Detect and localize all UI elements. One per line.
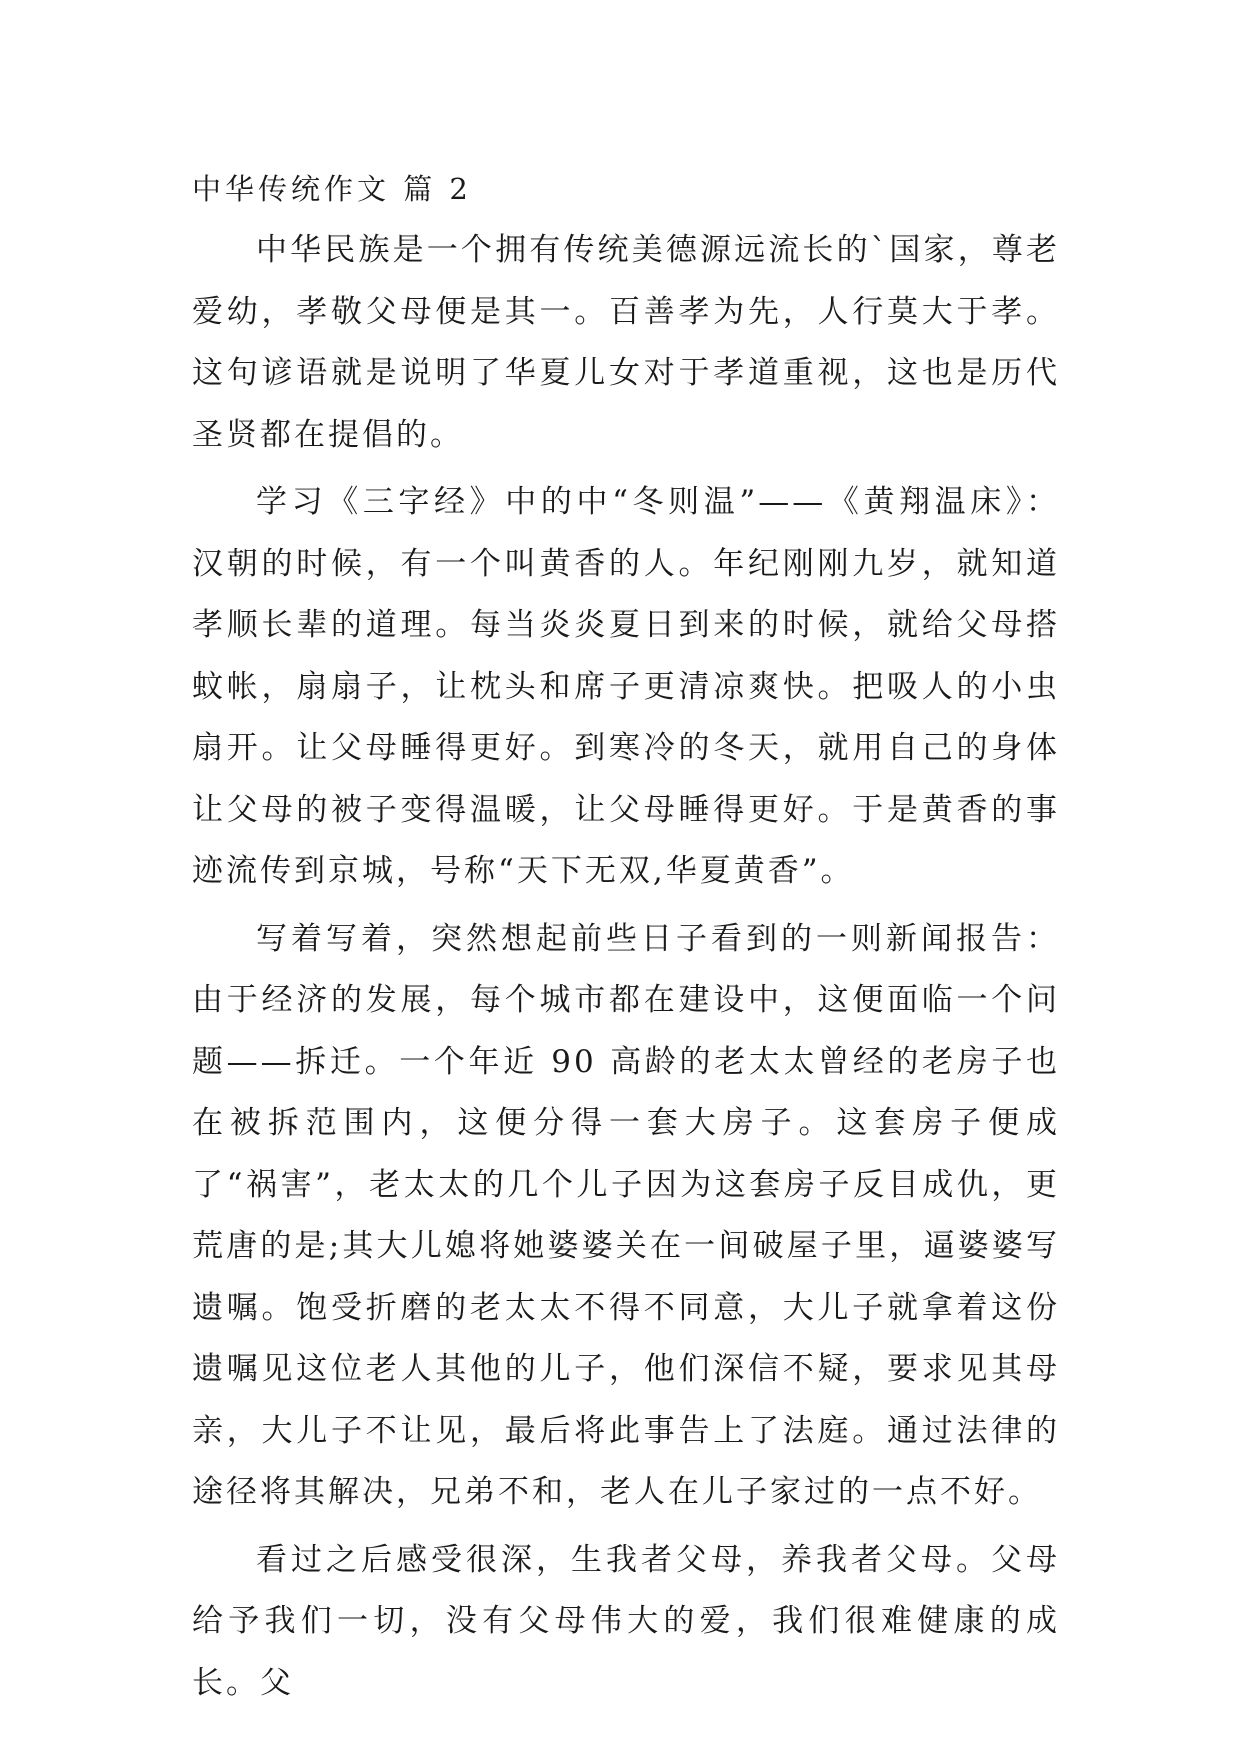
paragraph-3: 写着写着，突然想起前些日子看到的一则新闻报告：由于经济的发展，每个城市都在建设中，这便面临一个问题——拆迁。一个年近 90 高龄的老太太曾经的老房子也在被拆范围内，这便分得一套大房子。这套房子便成了“祸害”，老太太的几个儿子因为这套房子反目成仇，更荒唐的是;其大儿媳将她婆婆关在一间破屋子里，逼婆婆写遗嘱。饱受折磨的老太太不得不同意，大儿子就拿着这份遗嘱见这位老人其他的儿子，他们深信不疑，要求见其母亲，大儿子不让见，最后将此事告上了法庭。通过法律的途径将其解决，兄弟不和，老人在儿子家过的一点不好。 [192, 920, 1060, 1510]
paragraph-1: 中华民族是一个拥有传统美德源远流长的`国家，尊老爱幼，孝敬父母便是其一。百善孝为先，人行莫大于孝。这句谚语就是说明了华夏儿女对于孝道重视，这也是历代圣贤都在提倡的。 [192, 232, 1060, 453]
paragraph-4: 看过之后感受很深，生我者父母，养我者父母。父母给予我们一切，没有父母伟大的爱，我们很难健康的成长。父 [192, 1541, 1060, 1701]
paragraph-2: 学习《三字经》中的中“冬则温”——《黄翔温床》：汉朝的时候，有一个叫黄香的人。年纪刚刚九岁，就知道孝顺长辈的道理。每当炎炎夏日到来的时候，就给父母搭蚊帐，扇扇子，让枕头和席子更清凉爽快。把吸人的小虫扇开。让父母睡得更好。到寒冷的冬天，就用自己的身体让父母的被子变得温暖，让父母睡得更好。于是黄香的事迹流传到京城，号称“天下无双,华夏黄香”。 [192, 484, 1060, 889]
document-body [192, 158, 1060, 1714]
document-title: 中华传统作文 篇 2 [192, 172, 472, 206]
